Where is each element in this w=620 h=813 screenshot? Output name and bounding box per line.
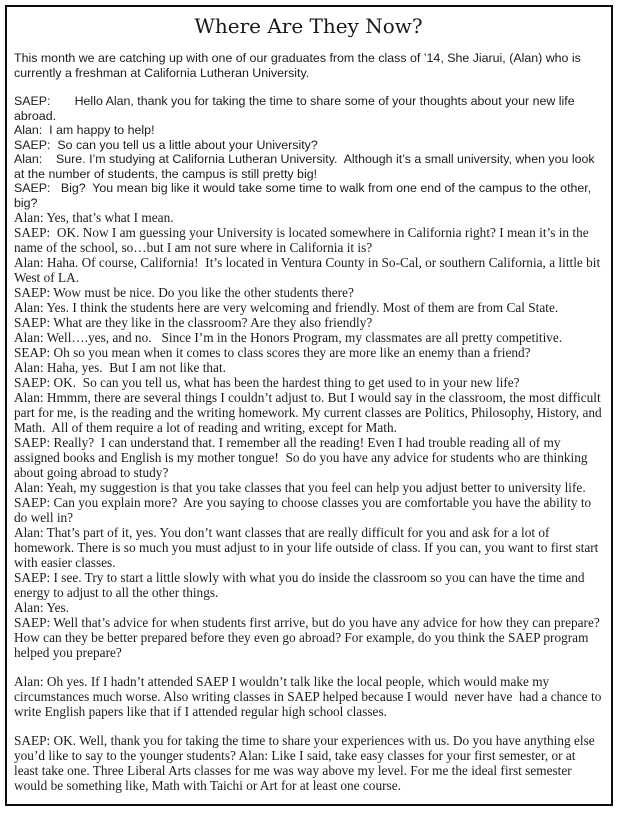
dialogue-line-20: SAEP: I see. Try to start a little slowly with what you do inside the classroom so you can have the time and energy to adjust to all the other things. <box>14 570 588 600</box>
dialogue-line-14: SAEP: OK. So can you tell us, what has been the hardest thing to get used to in your new life? <box>14 375 520 390</box>
dialogue-line-9: Alan: Yes. I think the students here are very welcoming and friendly. Most of them are from Cal State. <box>14 300 559 315</box>
dialogue-line-22: SAEP: Well that’s advice for when students first arrive, but do you have any advice for how they can prepare? How can they be better prepared before they even go abroad? For example, do you think the SAEP program helped you prepare? <box>14 615 604 660</box>
dialogue-line-19: Alan: That’s part of it, yes. You don’t want classes that are really difficult for you and ask for a lot of homework. There is so much you must adjust to in your life outside of class. If you can, you want to first start with easier classes. <box>14 525 602 570</box>
dialogue-line-18: SAEP: Can you explain more? Are you saying to choose classes you are comfortable you have the ability to do well in? <box>14 495 595 525</box>
dialogue-line-12: SEAP: Oh so you mean when it comes to class scores they are more like an enemy than a friend? <box>14 345 531 360</box>
dialogue-line-10: SAEP: What are they like in the classroom? Are they also friendly? <box>14 315 373 330</box>
dialogue-line-2: SAEP: So can you tell us a little about your University? <box>14 137 318 152</box>
page-title: Where Are They Now? <box>194 14 423 38</box>
dialogue-line-11: Alan: Well….yes, and no. Since I’m in the Honors Program, my classmates are all pretty competitive. <box>14 330 563 345</box>
dialogue-line-23: Alan: Oh yes. If I hadn’t attended SAEP I wouldn’t talk like the local people, which would make my circumstances much worse. Also writing classes in SAEP helped because I would never have had a chance to write English papers like that if I attended regular high school classes. <box>14 674 605 719</box>
intro-paragraph: This month we are catching up with one of our graduates from the class of ’14, She Jiarui, (Alan) who is currently a freshman at California Lutheran University. <box>14 51 585 80</box>
dialogue-line-0: SAEP: Hello Alan, thank you for taking the time to share some of your thoughts about your new life abroad. <box>14 94 579 123</box>
dialogue-line-21: Alan: Yes. <box>14 600 70 615</box>
dialogue-line-5: Alan: Yes, that’s what I mean. <box>14 210 174 225</box>
dialogue-line-17: Alan: Yeah, my suggestion is that you take classes that you feel can help you adjust better to university life. <box>14 480 586 495</box>
document-page <box>5 5 613 806</box>
dialogue-line-1: Alan: I am happy to help! <box>14 123 155 137</box>
dialogue-line-15: Alan: Hmmm, there are several things I couldn’t adjust to. But I would say in the classroom, the most difficult part for me, is the reading and the writing homework. My current classes are Politics, Philosophy, History, and Math. All of them require a lot of reading and writing, except for Math. <box>14 390 605 435</box>
dialogue-line-6: SAEP: OK. Now I am guessing your University is located somewhere in California right? I mean it’s in the name of the school, so…but I am not sure where in California it is? <box>14 225 592 255</box>
dialogue-line-4: SAEP: Big? You mean big like it would take some time to walk from one end of the campus to the other, big? <box>14 181 595 210</box>
dialogue-line-3: Alan: Sure. I’m studying at California Lutheran University. Although it’s a small university, when you look at the number of students, the campus is still pretty big! <box>14 152 599 181</box>
dialogue-line-8: SAEP: Wow must be nice. Do you like the other students there? <box>14 285 354 300</box>
dialogue-line-24: SAEP: OK. Well, thank you for taking the time to share your experiences with us. Do you have anything else you’d like to say to the younger students? Alan: Like I said, take easy classes for your first semester, or at least take one. Three Liberal Arts classes for me was way above my level. For me the ideal first semester would be something like, Math with Taichi or Art for at least one course. <box>14 733 599 793</box>
dialogue-line-7: Alan: Haha. Of course, California! It’s located in Ventura County in So-Cal, or southern California, a little bit West of LA. <box>14 255 604 285</box>
dialogue-line-16: SAEP: Really? I can understand that. I remember all the reading! Even I had trouble reading all of my assigned books and English is my mother tongue! So do you have any advice for students who are thinking about going abroad to study? <box>14 435 591 480</box>
dialogue-line-13: Alan: Haha, yes. But I am not like that. <box>14 360 226 375</box>
